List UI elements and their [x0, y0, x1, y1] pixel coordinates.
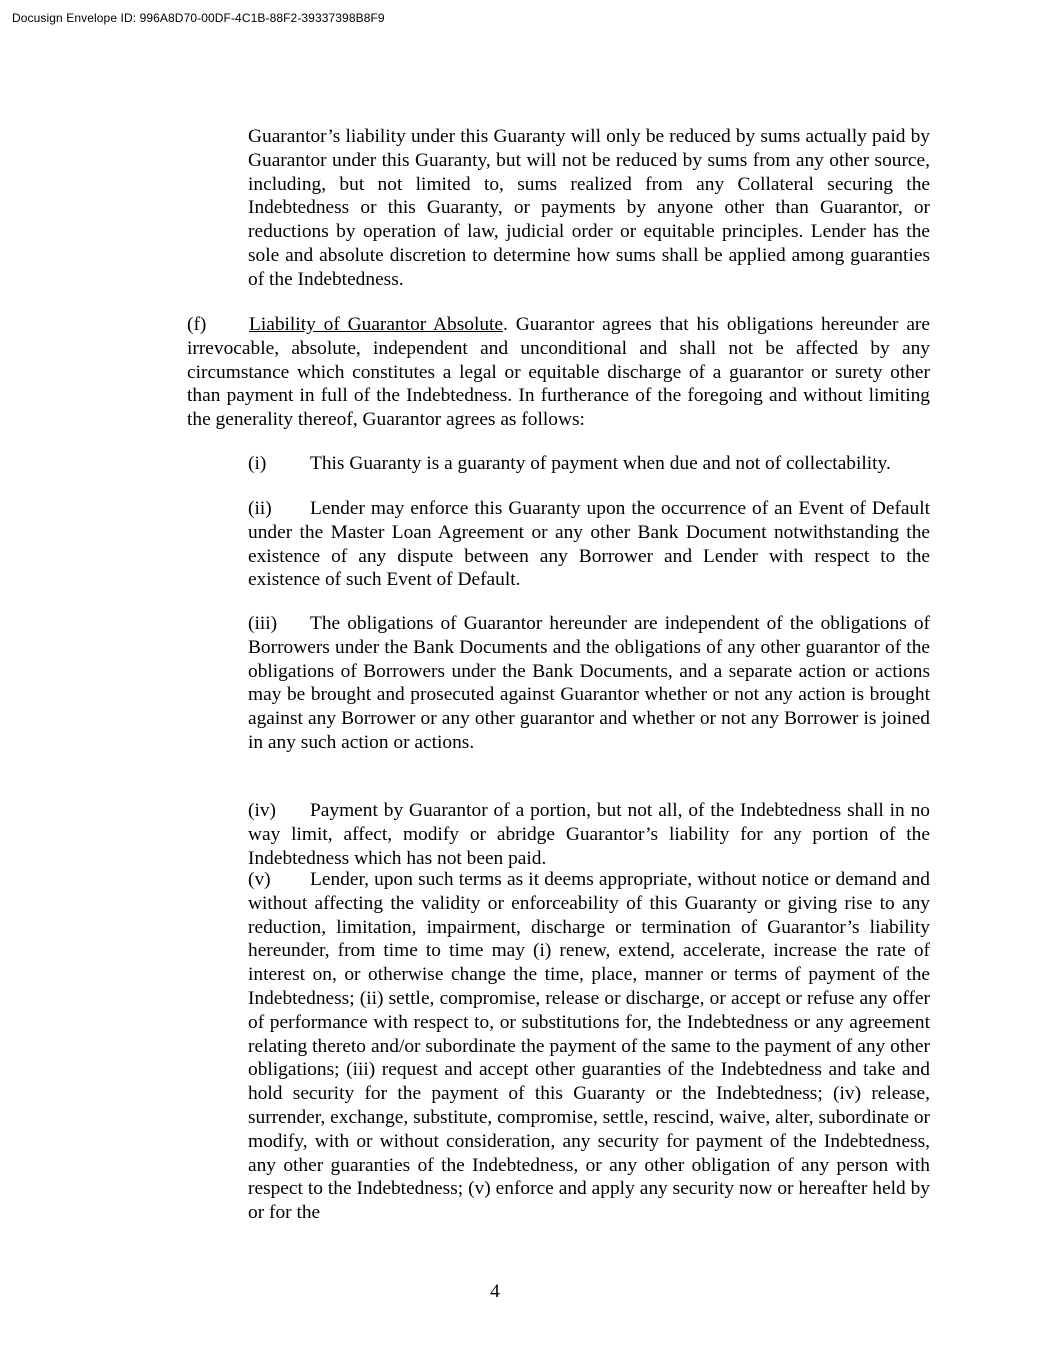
subsection-iii-marker: (iii) — [248, 613, 278, 634]
docusign-envelope-id: Docusign Envelope ID: 996A8D70-00DF-4C1B-88F2-39337398B8F9 — [12, 11, 385, 25]
section-f-heading: Liability of Guarantor Absolute — [249, 314, 504, 335]
section-f-paragraph — [187, 313, 930, 432]
subsection-v — [248, 868, 930, 1225]
subsection-iv-marker: (iv) — [248, 800, 276, 821]
subsection-iv — [248, 799, 930, 870]
subsection-iii-text: The obligations of Guarantor hereunder are independent of the obligations of Borrowers under the Bank Documents and the obligations of any other guarantor of the obligations of Borrowers under the Bank Documents, and a separate action or actions may be brought and prosecuted against Guarantor whether or not any action is brought against any Borrower or any other guarantor and whether or not any Borrower is joined in any such action or actions. — [248, 613, 930, 753]
page-number: 4 — [490, 1281, 500, 1302]
subsection-ii-text: Lender may enforce this Guaranty upon the occurrence of an Event of Default under the Master Loan Agreement or any other Bank Document notwithstanding the existence of any dispute between any Borrower and Lender with respect to the existence of such Event of Default. — [248, 498, 930, 591]
subsection-iv-text: Payment by Guarantor of a portion, but not all, of the Indebtedness shall in no way limit, affect, modify or abridge Guarantor’s liability for any portion of the Indebtedness which has not been paid. — [248, 800, 930, 869]
subsection-i-text: This Guaranty is a guaranty of payment when due and not of collectability. — [310, 453, 891, 474]
subsection-ii — [248, 497, 930, 592]
subsection-ii-marker: (ii) — [248, 498, 272, 519]
subsection-i-marker: (i) — [248, 453, 267, 474]
subsection-iii — [248, 612, 930, 755]
subsection-v-marker: (v) — [248, 869, 271, 890]
subsection-v-text: Lender, upon such terms as it deems appropriate, without notice or demand and without affecting the validity or enforceability of this Guaranty or giving rise to any reduction, limitation, impairment, discharge or termination of Guarantor’s liability hereunder, from time to time may (i) renew, extend, accelerate, increase the rate of interest on, or otherwise change the time, place, manner or terms of payment of the Indebtedness; (ii) settle, compromise, release or discharge, or accept or refuse any offer of performance with respect to, or substitutions for, the Indebtedness or any agreement relating thereto and/or subordinate the payment of the same to the payment of any other obligations; (iii) request and accept other guaranties of the Indebtedness and take and hold security for the payment of this Guaranty or the Indebtedness; (iv) release, surrender, exchange, substitute, compromise, settle, rescind, waive, alter, subordinate or modify, with or without consideration, any security for payment of the Indebtedness, any other guaranties of the Indebtedness, or any other obligation of any person with respect to the Indebtedness; (v) enforce and apply any security now or hereafter held by or for the — [248, 869, 930, 1224]
intro-paragraph: Guarantor’s liability under this Guaranty will only be reduced by sums actually paid by Guarantor under this Guaranty, but will not be reduced by sums from any other source, including, but not limited to, sums realized from any Collateral securing the Indebtedness or this Guaranty, or payments by anyone other than Guarantor, or reductions by operation of law, judicial order or equitable principles. Lender has the sole and absolute discretion to determine how sums shall be applied among guaranties of the Indebtedness. — [248, 126, 930, 290]
section-f-text: . Guarantor agrees that his obligations hereunder are irrevocable, absolute, independent and unconditional and shall not be affected by any circumstance which constitutes a legal or equitable discharge of a guarantor or surety other than payment in full of the Indebtedness. In furtherance of the foregoing and without limiting the generality thereof, Guarantor agrees as follows: — [187, 314, 930, 431]
subsection-i — [248, 452, 930, 476]
section-f-marker: (f) — [187, 314, 207, 335]
